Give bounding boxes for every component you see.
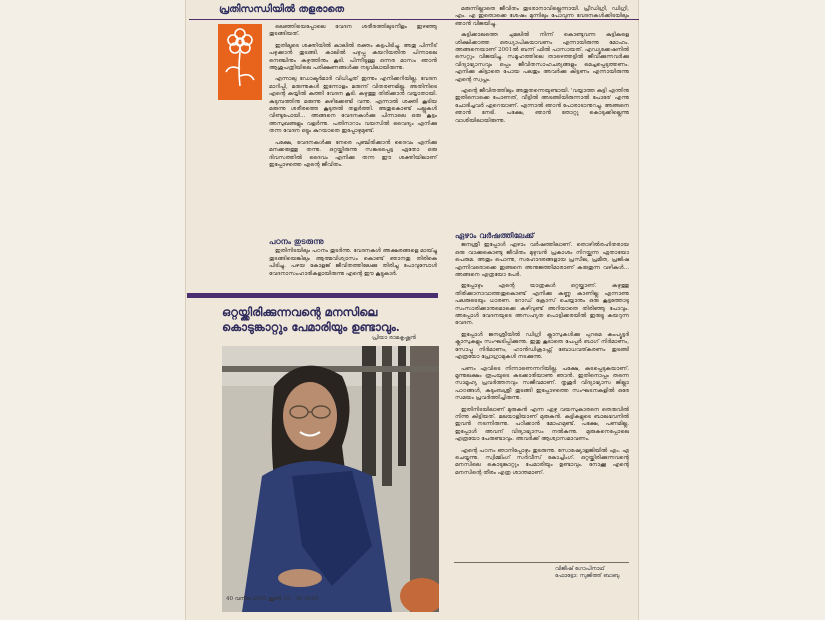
headline-line-2: കൊടുങ്കാറ്റും പേമാരിയും ഉണ്ടാവും. [222, 320, 400, 334]
paragraph: ലെഞ്ഞിയെപ്പോലെ വേദന ശരീരത്തിലുടനീളം ഇഴഞ്ഞു തുടങ്ങിയത്. [269, 24, 437, 38]
paragraph: ഇതിനിടയിലും പഠനം തുടർന്നു. വേദനകൾ അക്ഷരങ്ങളെ മായ്ച്ചു തുടങ്ങിയെങ്കിലും ആത്മവിശ്വാസം കൊണ്ട് ഞാനതു തിരികെ പിടിച്ചു. പഴയ കോളജ് ജീവിതത്തിലേക്കു തിരിച്ചു പോവുമ്പോൾ വേദനാസംഹാരികളായിരുന്നു എന്റെ ഈ കൂട്ടുകാർ. [269, 248, 437, 277]
paragraph: മരുന്നില്ലാതെ ജീവിതം തുടരാനാവില്ലെന്നായി. പ്രീഡിഗ്രി, ഡിഗ്രി, എം. എ ഇതൊക്കെ ശേഷം മുന്നിലും പോവുന്ന വേദനകൾക്കിടയിലും ഞാൻ വിജയിച്ചു. [455, 6, 629, 27]
article-headline [222, 305, 437, 335]
paragraph: ഇതിനിടയിലാണ് മുരുകൻ എന്ന ഏഴു വയസുകാരനെ തെരുവിൽ നിന്നു കിട്ടിയത്. മലയാളിയാണ് മുരുകൻ. കുട്ടികളുടെ ബാലഭവനിൽ ഇവൻ നടന്നിരുന്നു. പഠിക്കാൻ മോഹമുണ്ട്. പക്ഷേ, പണമില്ല. ഇപ്പോൾ അവന് വിദ്യാഭ്യാസം നൽകുന്നു. മുരുകനെപ്പോലെ എത്രയോ പേരുണ്ടാവും. അവർക്ക് ആശ്വാസമാവണം. [455, 406, 629, 443]
credits-byline [555, 566, 619, 580]
byline-rule [454, 562, 629, 563]
section-heading: പഠനം തുടരുന്നു [269, 237, 324, 246]
paragraph: ഇപ്പോഴും എന്റെ യാത്രകൾ ഒറ്റയ്ക്കാണ്. കഴുത്തു തിരിക്കാനാവാത്തതുകൊണ്ട് എനിക്കു കണ്ണു കാണില്ല എന്നാണു പലരുടെയും ധാരണ. റോഡ് ക്രോസ് ചെയ്യാനും ഒരു കൂട്ടത്തോടു സംസാരിക്കാനുമൊക്കെ കഴിവുണ്ട് അറിയാതെ തിരിഞ്ഞു പോവും. അപ്പോൾ വേദനയുടെ അസഹ്യത പൊട്ടിക്കരയിൽ ഇരുട്ടു കയറുന്ന വേദന. [455, 283, 629, 327]
paragraph: കുട്ടിക്കാലത്തെ ചുമലിൽ നിന്ന് കൊണ്ടുവന്ന കുട്ടികളെ ശിക്ഷിക്കാത്ത ഒരധ്യാപികയാവണം എന്നായിരുന്നു മോഹം. അങ്ങനെയാണ് 2001ൽ ബന്ന് ഫിൽ പാസായത്. എഡ്യൂക്കേഷനിൽ സെറ്റും വിജയിച്ചു. സമൂഹത്തിലെ താഴെത്തട്ടിൽ ജീവിക്കുന്നവർക്കു വിദ്യാഭ്യാസവും ഒപ്പം ജീവിതസാഹചര്യങ്ങളും മെച്ചപ്പെടുത്തണം. എനിക്കു കിട്ടാതെ പോയ പലതും അവർക്കു കിട്ടണം എന്നായിരുന്നു എന്റെ സ്വപ്നം. [455, 32, 629, 83]
paragraph: ഇപ്പോൾ ജനശ്രീയിൽ ഡിഗ്രി ക്ലാസുകൾക്കു പുറമെ കംപ്യൂട്ടർ ക്ലാസുകളും സംഘടിപ്പിക്കുന്നു. ഇതു കൂടാതെ പേപ്പർ ബാഗ് നിർമാണം, സോപ്പു നിർമാണം, ഹാൻഡിക്രാഫ്റ്റ് ബോധവത്കരണം തുടങ്ങി എത്രയോ പ്രോഗ്രാമുകൾ നടക്കുന്നു. [455, 331, 629, 361]
header-title: പ്രതിസന്ധിയിൽ തളരാതെ [219, 4, 345, 15]
left-section [269, 232, 437, 282]
section-heading: ഏഴാം വർഷത്തിലേക്ക് [455, 231, 535, 240]
paragraph: എന്റെ ജീവിതത്തിലും അതുതന്നെയുണ്ടായി. 'വയ്യാത്ത കുട്ടി എന്തിനു ഇതിനൊക്കെ പോണത്, വീട്ടിൽ അടങ്ങിയിരുന്നാൽ പോരേ' എന്നു ചോദിച്ചവർ ഏറെയാണ്. എന്നാൽ ഞാൻ പോരാടാനുറച്ചു. അങ്ങനെ ഞാൻ നേടി. പക്ഷേ, ഞാൻ തോറ്റു കൊടുക്കില്ലെന്നു വാശിയിലായിരുന്നു. [455, 88, 629, 124]
right-column [455, 6, 629, 129]
headline-line-1: ഒറ്റയ്ക്കിരിക്കുന്നവന്റെ മനസിലെ [222, 305, 378, 319]
paragraph: പക്ഷേ, വേദനകൾക്കു നേരെ പുഞ്ചിരിക്കാൻ ദൈവം എനിക്കു മനക്കരുത്തു തന്നു. ഒറ്റയ്ക്കിരുന്നു സങ്കടപ്പെട്ട ഏതോ ഒരു ദിവസത്തിൽ ദൈവം എനിക്കു തന്ന ഈ ശക്തിയിലാണ് ഇപ്പോഴത്തെ എന്റെ ജീവിതം. [269, 139, 437, 168]
author-byline: പ്രിയാ രാമകൃഷ്ണൻ [372, 335, 416, 341]
portrait-photo [222, 346, 439, 612]
page-footer: 40 വനിത 2005 ജൂൺ 15 - 30 2005 [226, 596, 319, 602]
paragraph: ജനശ്രീ ഇപ്പോൾ ഏഴാം വർഷത്തിലാണ്. തൊഴിൽരഹിതരായ ഒരു വാക്കുകൊണ്ടു ജീവിതം മുഴുവൻ പ്രകാശം നിറയ്ക്കുന്ന ഏതായോ പെരുമ. അതും പൊന്നു, സഹോദരങ്ങളായ പ്രസീല, പ്രമീത, പ്രജിഷ എന്നിവരൊക്കെ ഇങ്ങനെ അനുജത്തിമാരാണ് കരുതുന്ന വഴികൾ... അങ്ങനെ എത്രയോ പേർ. [455, 242, 629, 279]
paragraph: എന്നാലു ഡോക്ടർമാർ വിധിച്ചത് ഇന്നും എനിക്കറിയില്ല. വേദന മാറിപ്പി, മരുന്നുകൾ ഇന്നോളം മരുന്ന് വിതരണമില്ല. അതിനിടെ എന്റെ കയ്യിൽ കുത്തി വേദന കൂടി. കഴുത്തു തിരിക്കാൻ വയ്യാതായി. കുടുമ്പത്തിനു മരുന്നു കഴിക്കേണ്ടി വന്നു. എന്നാൽ ശക്തി കൂടിയ മരുന്നു ശരീരത്തെ കൂടുതൽ തളർത്തി. അതുകൊണ്ട് പല്ലുകൾ വിണ്ടുപോയി... അങ്ങനെ വേദനകൾക്കു പിന്നാലെ ഒരു കൂട്ടം അസുഖങ്ങളും വളർന്നു. പതിനാറാം വയസിൽ വൈദ്യം എനിക്കു തന്ന വേദന ഒട്ടും കുറയാതെ ഇപ്പോഴുമുണ്ട്. [269, 76, 437, 135]
paragraph: ഇതിലൂടെ ശക്തിയിൽ കാലിൽ രക്തം കട്ടപിടിച്ചു. അതു പിന്നീട് പഴുക്കാൻ തുടങ്ങി. കാലിൽ പഴുപ്പു കയറിയതിനു പിന്നാലെ നെഞ്ചിനും കഴുത്തിനും കൂടി. പിന്നീടുള്ള ഒന്നര മാസം ഞാൻ ആശുപത്രിയിലെ പരിക്ഷണങ്ങൾക്കു നടുവിലായിരുന്നു. [269, 42, 437, 72]
right-section [455, 226, 629, 481]
paragraph: എന്റെ പഠനം ഞാനിപ്പോഴും തുടരുന്നു. സോഷ്യോളജിയിൽ എം. എ ചെയ്യുന്നു. സ്വിമ്മിംഗ് സർവീസ് കോച്ചിംഗ്. ഒറ്റയ്ക്കിരിക്കുന്നവന്റെ മനസിലെ കൊടുങ്കാറ്റും പേമാരിയും ഉണ്ടാവും. നോക്കൂ എന്റെ മനസിന്റെ തീരം എത്ര ശാന്തമാണ്. [455, 447, 629, 476]
writer-credit: വിജീഷ് ഗോപിനാഥ് [555, 566, 605, 572]
flower-logo [218, 24, 262, 100]
divider-rule [187, 293, 438, 298]
left-column [269, 24, 437, 173]
photo-credit: ഫോട്ടോ: സുജിത്ത് ബാബു [555, 573, 620, 579]
paragraph: പണം എവിടെ നിന്നാണെന്നറിയില്ല. പക്ഷേ, കടപ്പെടുകയാണ്. മൂന്നുലക്ഷം രൂപയുടെ കടക്കാരിയാണു ഞാൻ. ഇതിനൊപ്പം തന്നെ സാമൂഹ്യ പ്രവർത്തനവും സജീവമാണ്. തൃശൂർ വിദ്യാഭ്യാസ ജില്ലാ പാഠങ്ങൾ, കുടുംബശ്രീ തുടങ്ങി ഇപ്പോഴത്തെ സംഘടനകളിൽ ഒരേ സമയം പ്രവർത്തിച്ചിരുന്നു. [455, 365, 629, 402]
